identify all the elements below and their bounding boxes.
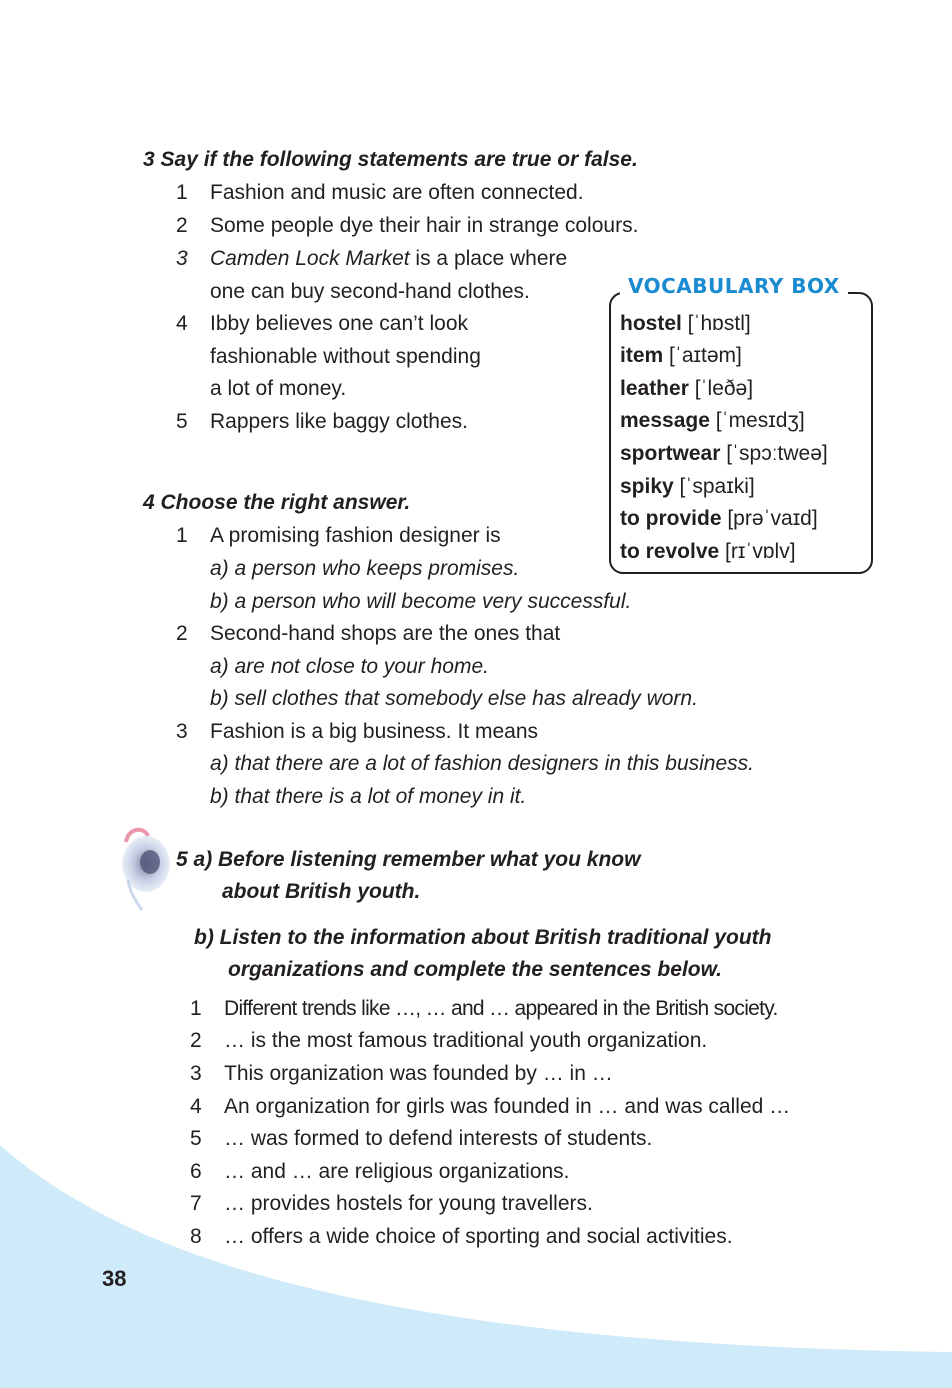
task5a-heading-line2: about British youth.	[222, 880, 421, 903]
task5-item-5: 5 … was formed to defend interests of students.	[190, 1127, 653, 1150]
task3-heading: 3 Say if the following statements are true or false.	[143, 148, 638, 171]
task4-item-2-option-b: b) sell clothes that somebody else has already worn.	[210, 687, 698, 710]
page-number: 38	[102, 1266, 127, 1291]
task3-item-4: 4 Ibby believes one can’t look	[176, 312, 468, 335]
task5-item-3: 3 This organization was founded by … in …	[190, 1062, 613, 1085]
task4-heading: 4 Choose the right answer.	[143, 491, 411, 514]
vocabulary-title: VOCABULARY BOX	[620, 274, 848, 298]
task5b-heading-line2: organizations and complete the sentences below.	[228, 958, 722, 981]
task3-item-4-cont1: fashionable without spending	[210, 345, 481, 368]
cd-disc-icon	[114, 822, 174, 912]
task4-item-1-option-b: b) a person who will become very successful.	[210, 590, 632, 613]
task5a-heading-line1: 5 a) Before listening remember what you know	[176, 848, 641, 871]
task4-item-3-option-b: b) that there is a lot of money in it.	[210, 785, 527, 808]
task4-item-2: 2 Second-hand shops are the ones that	[176, 622, 561, 645]
task5-item-6: 6 … and … are religious organizations.	[190, 1160, 570, 1183]
task5b-heading-line1: b) Listen to the information about British traditional youth	[194, 926, 772, 949]
task5-item-4: 4 An organization for girls was founded in … and was called …	[190, 1095, 791, 1118]
task3-item-1: 1 Fashion and music are often connected.	[176, 181, 584, 204]
task5-item-1: 1 Different trends like …, … and … appeared in the British society.	[190, 997, 778, 1020]
vocab-entry: item [ˈaɪtəm]	[620, 344, 742, 367]
task4-item-2-option-a: a) are not close to your home.	[210, 655, 489, 678]
vocab-entry: sportwear [ˈspɔːtweə]	[620, 442, 828, 465]
task4-item-3: 3 Fashion is a big business. It means	[176, 720, 539, 743]
vocab-entry: to provide [prəˈvaɪd]	[620, 507, 818, 530]
task5-item-7: 7 … provides hostels for young travellers.	[190, 1192, 593, 1215]
task3-item-2: 2 Some people dye their hair in strange colours.	[176, 214, 639, 237]
vocab-entry: leather [ˈleðə]	[620, 377, 754, 400]
task4-item-1-option-a: a) a person who keeps promises.	[210, 557, 520, 580]
task5-item-8: 8 … offers a wide choice of sporting and social activities.	[190, 1225, 733, 1248]
task4-item-3-option-a: a) that there are a lot of fashion designers in this business.	[210, 752, 754, 775]
task3-item-3-cont: one can buy second-hand clothes.	[210, 280, 530, 303]
task5-item-2: 2 … is the most famous traditional youth organization.	[190, 1029, 708, 1052]
vocab-entry: hostel [ˈhɒstl]	[620, 312, 751, 335]
vocab-entry: message [ˈmesɪdʒ]	[620, 409, 805, 432]
vocab-entry: to revolve [rɪˈvɒlv]	[620, 540, 796, 563]
vocab-entry: spiky [ˈspaɪki]	[620, 475, 755, 498]
task4-item-1: 1 A promising fashion designer is	[176, 524, 501, 547]
task3-item-3: 3 Camden Lock Market is a place where	[176, 247, 568, 270]
task3-item-4-cont2: a lot of money.	[210, 377, 347, 400]
task3-item-5: 5 Rappers like baggy clothes.	[176, 410, 468, 433]
